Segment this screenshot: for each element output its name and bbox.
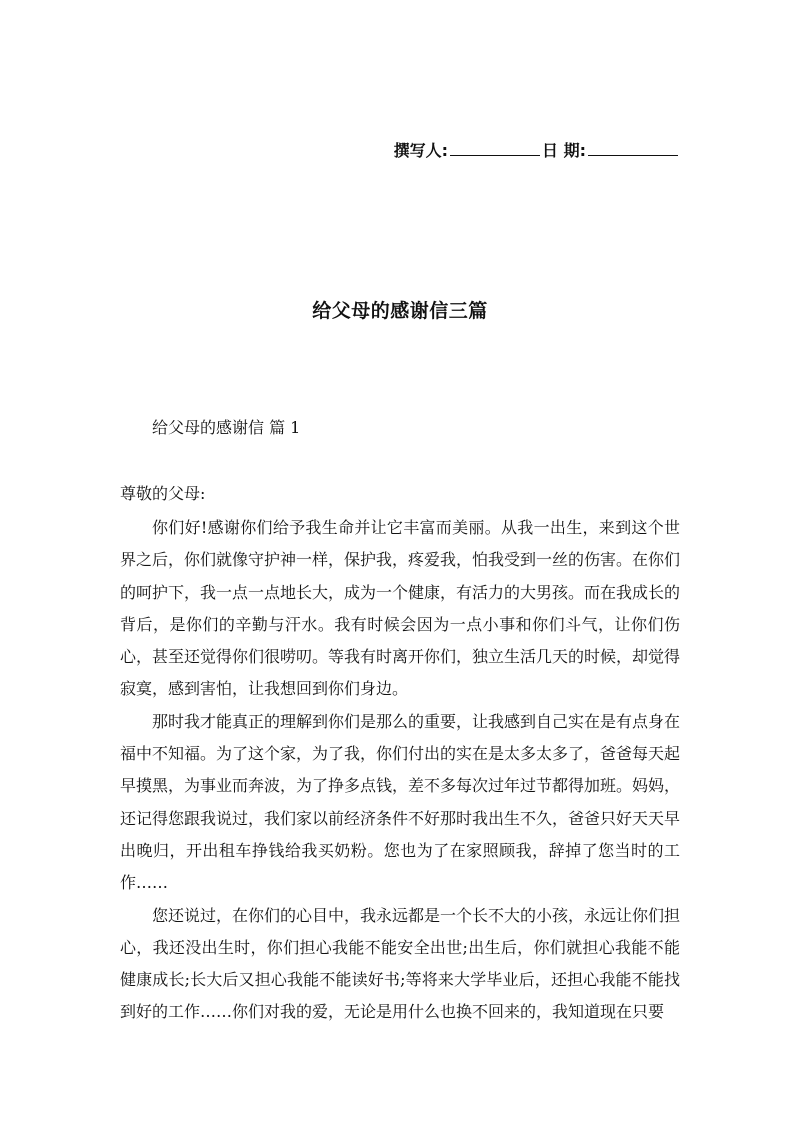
letter-body	[120, 512, 680, 1029]
salutation: 尊敬的父母:	[120, 484, 206, 503]
body-paragraph-3: 您还说过，在你们的心目中，我永远都是一个长不大的小孩，永远让你们担心，我还没出生时，你们担心我能不能安全出世;出生后，你们就担心我能不能健康成长;长大后又担心我能不能读好书;等将来大学毕业后，还担心我能不能找到好的工作……你们对我的爱，无论是用什么也换不回来的，我知道现在只要	[120, 905, 681, 1022]
date-blank-line	[588, 141, 678, 156]
body-paragraph-1: 你们好!感谢你们给予我生命并让它丰富而美丽。从我一出生，来到这个世界之后，你们就像守护神一样，保护我，疼爱我，怕我受到一丝的伤害。在你们的呵护下，我一点一点地长大，成为一个健康，有活力的大男孩。而在我成长的背后，是你们的辛勤与汗水。我有时候会因为一点小事和你们斗气，让你们伤心，甚至还觉得你们很唠叨。等我有时离开你们，独立生活几天的时候，却觉得寂寞，感到害怕，让我想回到你们身边。	[120, 518, 681, 699]
section-heading: 给父母的感谢信 篇 1	[152, 418, 301, 437]
body-paragraph-2: 那时我才能真正的理解到你们是那么的重要，让我感到自己实在是有点身在福中不知福。为了这个家，为了我，你们付出的实在是太多太多了，爸爸每天起早摸黑，为事业而奔波，为了挣多点钱，差不多每次过年过节都得加班。妈妈，还记得您跟我说过，我们家以前经济条件不好那时我出生不久，爸爸只好天天早出晚归，开出租车挣钱给我买奶粉。您也为了在家照顾我，辞掉了您当时的工作……	[120, 711, 681, 893]
author-blank-line	[450, 141, 540, 156]
signature-block	[394, 138, 680, 161]
document-title: 给父母的感谢信三篇	[312, 300, 488, 322]
date-label: 日 期:	[542, 141, 586, 160]
author-label: 撰写人:	[393, 141, 449, 160]
